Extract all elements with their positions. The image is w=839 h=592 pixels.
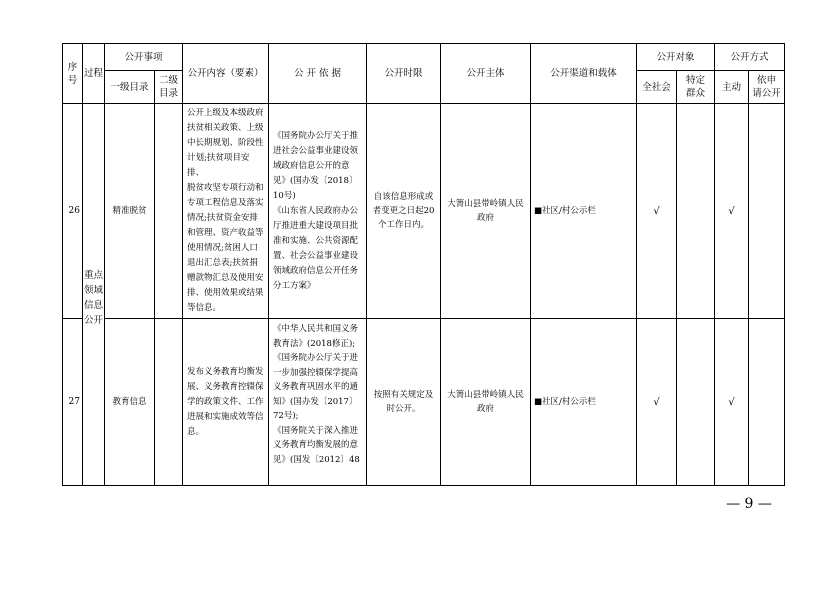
row-channel: ■社区/村公示栏 bbox=[534, 397, 596, 407]
header-proactive: 主动 bbox=[721, 81, 741, 93]
row-whole-society-check: √ bbox=[653, 396, 660, 408]
row-content-text: 发布义务教育均衡发 展、义务教育控辍保 学的政策文件、工作 进展和实施成效等信 息。 bbox=[187, 366, 264, 437]
header-content: 公开内容（要素） bbox=[187, 68, 264, 79]
row-whole-society-check: √ bbox=[653, 205, 660, 217]
header-subject: 公开主体 bbox=[466, 68, 505, 79]
row-specific-group-check bbox=[677, 104, 714, 318]
row-level1: 教育信息 bbox=[112, 397, 147, 407]
row-level2 bbox=[155, 319, 182, 485]
row-content bbox=[183, 104, 268, 318]
header-level1: 一级目录 bbox=[110, 81, 149, 93]
row-subject bbox=[441, 104, 530, 318]
header-items-group: 公开事项 bbox=[124, 51, 163, 63]
row-time-limit-text: 自该信息形成或 者变更之日起20 个工作日内。 bbox=[372, 192, 435, 230]
row-content-text: 公开上级及本级政府 扶贫相关政策、上级 中长期规划、阶段性 计划;扶贫项目安排、 脱贫攻坚专项行动和 专项工程信息及落实 情况;扶贫资金安排 和管理、资产收益等 使用情况;贫困人口 退出汇总表;扶贫捐 赠款物汇总及使用安 排、使用效果或结果 等信息。 bbox=[187, 108, 264, 313]
row-subject-text: 大箐山县带岭镇人民 政府 bbox=[447, 390, 524, 414]
header-specific-group: 特定 群众 bbox=[685, 75, 705, 99]
page-number: — 9 — bbox=[726, 496, 772, 512]
row-subject bbox=[441, 319, 530, 485]
header-time-limit: 公开时限 bbox=[384, 68, 423, 79]
row-on-request-check bbox=[749, 104, 784, 318]
row-basis-text: 《中华人民共和国义务 教育法》(2018修正); 《国务院办公厅关于进 一步加强控辍保学提高 义务教育巩固水平的通 知》(国办发〔2017〕 72号); 《国务院关于深入推进 义务教育均衡发展的意 见》(国发〔2012〕48 bbox=[273, 324, 360, 465]
row-time-limit bbox=[367, 104, 440, 318]
row-content bbox=[183, 319, 268, 485]
row-on-request-check bbox=[749, 319, 784, 485]
col-rule bbox=[82, 43, 83, 486]
row-seq: 26 bbox=[68, 206, 80, 216]
header-method-group: 公开方式 bbox=[730, 51, 769, 63]
header-channel: 公开渠道和载体 bbox=[550, 68, 617, 79]
row-channel: ■社区/村公示栏 bbox=[534, 206, 596, 216]
row-level1: 精准脱贫 bbox=[112, 206, 147, 216]
row-specific-group-check bbox=[677, 319, 714, 485]
process-label: 重点 领域 信息 公开 bbox=[83, 270, 103, 326]
row-proactive-check: √ bbox=[728, 396, 735, 408]
row-proactive-check: √ bbox=[728, 205, 735, 217]
row-subject-text: 大箐山县带岭镇人民 政府 bbox=[447, 199, 524, 223]
row-basis bbox=[269, 104, 366, 318]
row-basis-text: 《国务院办公厅关于推 进社会公益事业建设领 域政府信息公开的意 见》(国办发〔2018〕 10号) 《山东省人民政府办公 厅推进重大建设项目批 准和实施、公共资源配 置、社会公益事业建设 领域政府信息公开任务 分工方案》 bbox=[273, 130, 359, 291]
header-basis: 公 开 依 据 bbox=[293, 68, 342, 79]
header-whole-society: 全社会 bbox=[642, 81, 671, 93]
header-target-group: 公开对象 bbox=[656, 51, 695, 63]
row-basis bbox=[269, 319, 366, 485]
row-seq: 27 bbox=[68, 397, 80, 407]
header-process: 过程 bbox=[83, 68, 103, 79]
header-seq: 序 号 bbox=[67, 61, 78, 86]
header-level2: 二级 目录 bbox=[158, 75, 178, 99]
header-on-request: 依申 请公开 bbox=[752, 75, 781, 99]
row-time-limit-text: 按照有关规定及 时公开。 bbox=[373, 390, 434, 414]
row-level2 bbox=[155, 104, 182, 318]
row-time-limit bbox=[367, 319, 440, 485]
col-rule bbox=[784, 43, 785, 486]
